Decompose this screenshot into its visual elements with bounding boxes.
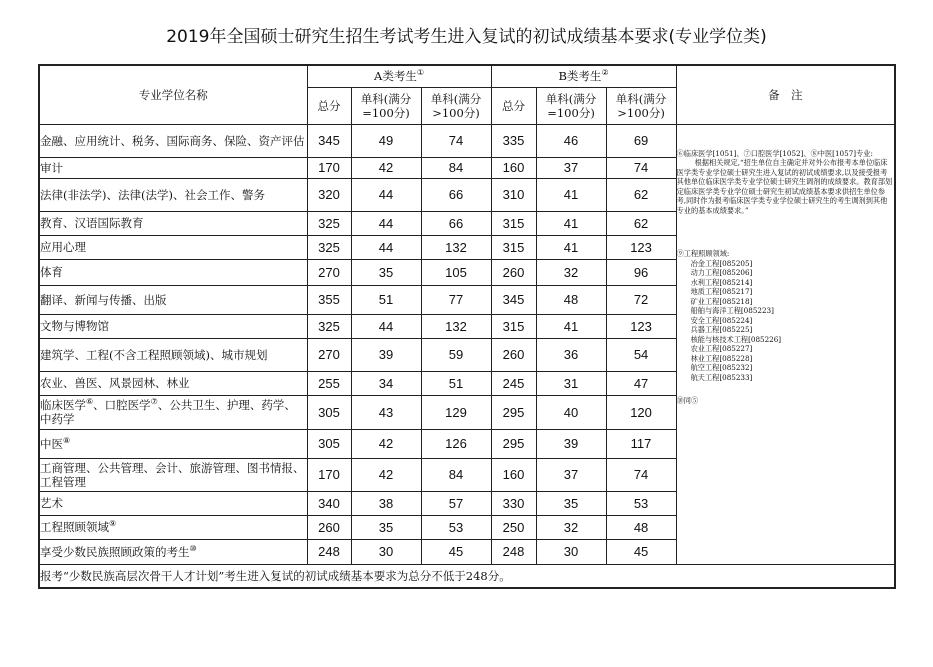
- score-a-s100: 39: [351, 338, 421, 371]
- major-name-cell: [39, 395, 307, 429]
- score-a-s100: 44: [351, 178, 421, 211]
- header-a-total: 总分: [307, 87, 351, 124]
- score-a-s100: 34: [351, 371, 421, 395]
- score-a-total: 305: [307, 395, 351, 429]
- remark-engineering-item: 核能与核技术工程[085226]: [690, 334, 782, 344]
- remark-engineering-item: 矿业工程[085218]: [690, 296, 753, 306]
- major-name-cell: [39, 211, 307, 235]
- score-a-total: 340: [307, 491, 351, 515]
- score-a-s100: 44: [351, 211, 421, 235]
- score-a-s100: 43: [351, 395, 421, 429]
- header-group-a-label: A类考生: [374, 69, 417, 84]
- score-b-s100: 46: [536, 124, 606, 157]
- score-b-sgt100: 74: [606, 157, 676, 178]
- footnote-mark: ⑦: [150, 397, 158, 407]
- score-b-s100: 37: [536, 157, 606, 178]
- score-b-sgt100: 62: [606, 211, 676, 235]
- remark-engineering-item: 航天工程[085233]: [690, 372, 753, 382]
- score-a-sgt100: 129: [421, 395, 491, 429]
- score-b-s100: 41: [536, 235, 606, 259]
- score-b-total: 335: [491, 124, 536, 157]
- major-name-text: 金融、应用统计、税务、国际商务、保险、资产评估: [40, 133, 305, 148]
- score-b-s100: 36: [536, 338, 606, 371]
- footer-row: [39, 564, 895, 588]
- score-b-s100: 39: [536, 429, 606, 458]
- score-b-total: 330: [491, 491, 536, 515]
- major-name-cell: [39, 259, 307, 285]
- score-b-s100: 31: [536, 371, 606, 395]
- header-a-single-100: 单科(满分=100分): [351, 87, 421, 124]
- score-a-s100: 51: [351, 285, 421, 314]
- footnote-mark: ⑧: [63, 435, 71, 445]
- footer-note: 报考“少数民族高层次骨干人才计划”考生进入复试的初试成绩基本要求为总分不低于248分。: [39, 564, 895, 588]
- header-remarks: 备 注: [676, 65, 895, 124]
- header-group-b-label: B类考生: [558, 69, 602, 84]
- score-b-sgt100: 48: [606, 515, 676, 539]
- footnote-mark: ⑨: [109, 519, 117, 529]
- score-b-s100: 41: [536, 314, 606, 338]
- score-b-total: 295: [491, 429, 536, 458]
- score-a-s100: 30: [351, 539, 421, 564]
- score-b-sgt100: 123: [606, 235, 676, 259]
- remark-clinical-head: ⑥临床医学[1051]、⑦口腔医学[1052]、⑧中医[1057]专业:: [676, 148, 873, 158]
- major-name-cell: [39, 429, 307, 458]
- major-name-text: 体育: [40, 265, 63, 279]
- major-name-cell: [39, 178, 307, 211]
- score-b-sgt100: 47: [606, 371, 676, 395]
- score-b-sgt100: 45: [606, 539, 676, 564]
- score-a-total: 325: [307, 314, 351, 338]
- score-b-sgt100: 69: [606, 124, 676, 157]
- score-b-s100: 37: [536, 458, 606, 491]
- score-a-s100: 42: [351, 458, 421, 491]
- score-b-total: 248: [491, 539, 536, 564]
- remark-clinical-body: 根据相关规定,“招生单位自主确定并对外公布报考本单位临床医学类专业学位硕士研究生进入复试的初试成绩要求,以及接受报考其他单位临床医学类专业学位硕士研究生调剂的成绩要求。教育部划定临床医学类专业学位硕士研究生初试成绩基本要求供招生单位参考,同时作为报考临床医学类专业学位硕士研究生的考生调剂到其他专业的基本成绩要求。”: [676, 158, 893, 215]
- score-a-s100: 44: [351, 235, 421, 259]
- remark-engineering-item: 安全工程[085224]: [690, 315, 753, 325]
- remark-engineering-item: 地质工程[085217]: [690, 287, 753, 296]
- score-b-s100: 41: [536, 211, 606, 235]
- score-b-total: 250: [491, 515, 536, 539]
- footnote-mark: ①: [416, 68, 424, 78]
- score-a-total: 170: [307, 157, 351, 178]
- footnote-mark: ②: [601, 68, 609, 78]
- score-a-sgt100: 84: [421, 157, 491, 178]
- major-name-cell: [39, 285, 307, 314]
- header-b-single-100: 单科(满分=100分): [536, 87, 606, 124]
- major-name-cell: [39, 314, 307, 338]
- score-b-total: 345: [491, 285, 536, 314]
- footnote-mark: ⑥: [86, 397, 94, 407]
- score-a-sgt100: 59: [421, 338, 491, 371]
- score-a-sgt100: 126: [421, 429, 491, 458]
- remark-engineering-item: 林业工程[085228]: [690, 353, 753, 363]
- score-b-total: 295: [491, 395, 536, 429]
- score-a-s100: 49: [351, 124, 421, 157]
- score-b-sgt100: 117: [606, 429, 676, 458]
- score-a-total: 355: [307, 285, 351, 314]
- score-b-total: 310: [491, 178, 536, 211]
- major-name-cell: [39, 157, 307, 178]
- score-a-total: 170: [307, 458, 351, 491]
- score-table: [38, 64, 896, 589]
- score-b-sgt100: 74: [606, 458, 676, 491]
- score-b-total: 260: [491, 259, 536, 285]
- major-name-text: 法律(非法学)、法律(法学)、社会工作、警务: [40, 187, 265, 202]
- score-a-total: 320: [307, 178, 351, 211]
- major-name-text: 艺术: [40, 496, 63, 510]
- score-b-sgt100: 96: [606, 259, 676, 285]
- score-a-total: 305: [307, 429, 351, 458]
- remark-engineering-item: 兵器工程[085225]: [690, 325, 753, 334]
- major-name-cell: [39, 371, 307, 395]
- score-b-total: 160: [491, 157, 536, 178]
- major-name-cell: [39, 515, 307, 539]
- major-name-cell: [39, 539, 307, 564]
- major-name-text: 翻译、新闻与传播、出版: [40, 292, 167, 307]
- page-title: 2019年全国硕士研究生招生考试考生进入复试的初试成绩基本要求(专业学位类): [166, 27, 767, 47]
- score-a-s100: 44: [351, 314, 421, 338]
- score-b-total: 245: [491, 371, 536, 395]
- score-b-s100: 35: [536, 491, 606, 515]
- score-a-total: 255: [307, 371, 351, 395]
- score-a-sgt100: 132: [421, 314, 491, 338]
- score-b-sgt100: 72: [606, 285, 676, 314]
- major-name-cell: [39, 235, 307, 259]
- score-b-s100: 32: [536, 515, 606, 539]
- score-b-s100: 41: [536, 178, 606, 211]
- score-b-sgt100: 53: [606, 491, 676, 515]
- score-b-total: 315: [491, 314, 536, 338]
- remark-engineering-item: 动力工程[085206]: [690, 268, 753, 277]
- footnote-mark: ⑩: [189, 543, 197, 553]
- score-a-sgt100: 105: [421, 259, 491, 285]
- major-name-text: 应用心理: [40, 240, 86, 254]
- remarks-cell: [676, 124, 895, 564]
- major-name-text: 、口腔医学: [93, 398, 151, 412]
- major-name-text: 工程照顾领域: [40, 520, 109, 534]
- score-b-total: 315: [491, 235, 536, 259]
- score-b-total: 315: [491, 211, 536, 235]
- score-a-s100: 35: [351, 515, 421, 539]
- major-name-text: 农业、兽医、风景园林、林业: [40, 376, 190, 390]
- score-a-sgt100: 77: [421, 285, 491, 314]
- major-name-cell: [39, 124, 307, 157]
- major-name-text: 工商管理、公共管理、会计、旅游管理、图书情报、工程管理: [40, 460, 305, 489]
- remark-engineering-item: 船舶与海洋工程[085223]: [690, 306, 774, 315]
- score-a-total: 270: [307, 259, 351, 285]
- score-a-sgt100: 51: [421, 371, 491, 395]
- header-b-total: 总分: [491, 87, 536, 124]
- score-a-sgt100: 84: [421, 458, 491, 491]
- header-a-single-gt100: 单科(满分>100分): [421, 87, 491, 124]
- score-a-total: 248: [307, 539, 351, 564]
- header-major-name: 专业学位名称: [39, 65, 307, 124]
- score-a-total: 260: [307, 515, 351, 539]
- score-a-sgt100: 53: [421, 515, 491, 539]
- score-a-s100: 42: [351, 157, 421, 178]
- remark-minority: ⑩同⑤: [676, 396, 699, 405]
- score-a-s100: 35: [351, 259, 421, 285]
- major-name-cell: [39, 338, 307, 371]
- score-a-sgt100: 74: [421, 124, 491, 157]
- score-a-total: 270: [307, 338, 351, 371]
- score-a-sgt100: 66: [421, 178, 491, 211]
- header-group-b: [491, 65, 676, 87]
- header-b-single-gt100: 单科(满分>100分): [606, 87, 676, 124]
- score-a-s100: 42: [351, 429, 421, 458]
- major-name-text: 享受少数民族照顾政策的考生: [40, 544, 190, 559]
- major-name-text: 临床医学: [40, 398, 86, 412]
- score-b-total: 260: [491, 338, 536, 371]
- remark-engineering-item: 农业工程[085227]: [690, 344, 753, 353]
- score-a-sgt100: 132: [421, 235, 491, 259]
- remark-engineering-item: 航空工程[085232]: [690, 363, 753, 372]
- remark-engineering-item: 冶金工程[085205]: [690, 258, 753, 268]
- score-b-s100: 30: [536, 539, 606, 564]
- major-name-cell: [39, 491, 307, 515]
- major-name-text: 建筑学、工程(不含工程照顾领域)、城市规划: [40, 347, 268, 362]
- header-group-a: [307, 65, 491, 87]
- remark-engineering-item: 水利工程[085214]: [690, 277, 753, 287]
- score-b-sgt100: 120: [606, 395, 676, 429]
- major-name-text: 教育、汉语国际教育: [40, 216, 144, 230]
- score-b-sgt100: 62: [606, 178, 676, 211]
- major-name-text: 文物与博物馆: [40, 319, 109, 333]
- score-b-sgt100: 123: [606, 314, 676, 338]
- score-a-total: 325: [307, 211, 351, 235]
- score-a-sgt100: 45: [421, 539, 491, 564]
- score-a-sgt100: 57: [421, 491, 491, 515]
- major-name-cell: [39, 458, 307, 491]
- remark-engineering-head: ⑨工程照顾领域:: [676, 249, 730, 258]
- score-b-s100: 32: [536, 259, 606, 285]
- major-name-text: 、公共卫生、护理、药学、中药学: [40, 398, 296, 426]
- table-row: [39, 124, 895, 157]
- major-name-text: 中医: [40, 436, 63, 451]
- major-name-text: 审计: [40, 160, 63, 175]
- score-a-s100: 38: [351, 491, 421, 515]
- score-b-s100: 40: [536, 395, 606, 429]
- score-a-total: 345: [307, 124, 351, 157]
- score-a-sgt100: 66: [421, 211, 491, 235]
- score-b-total: 160: [491, 458, 536, 491]
- score-b-s100: 48: [536, 285, 606, 314]
- score-b-sgt100: 54: [606, 338, 676, 371]
- score-a-total: 325: [307, 235, 351, 259]
